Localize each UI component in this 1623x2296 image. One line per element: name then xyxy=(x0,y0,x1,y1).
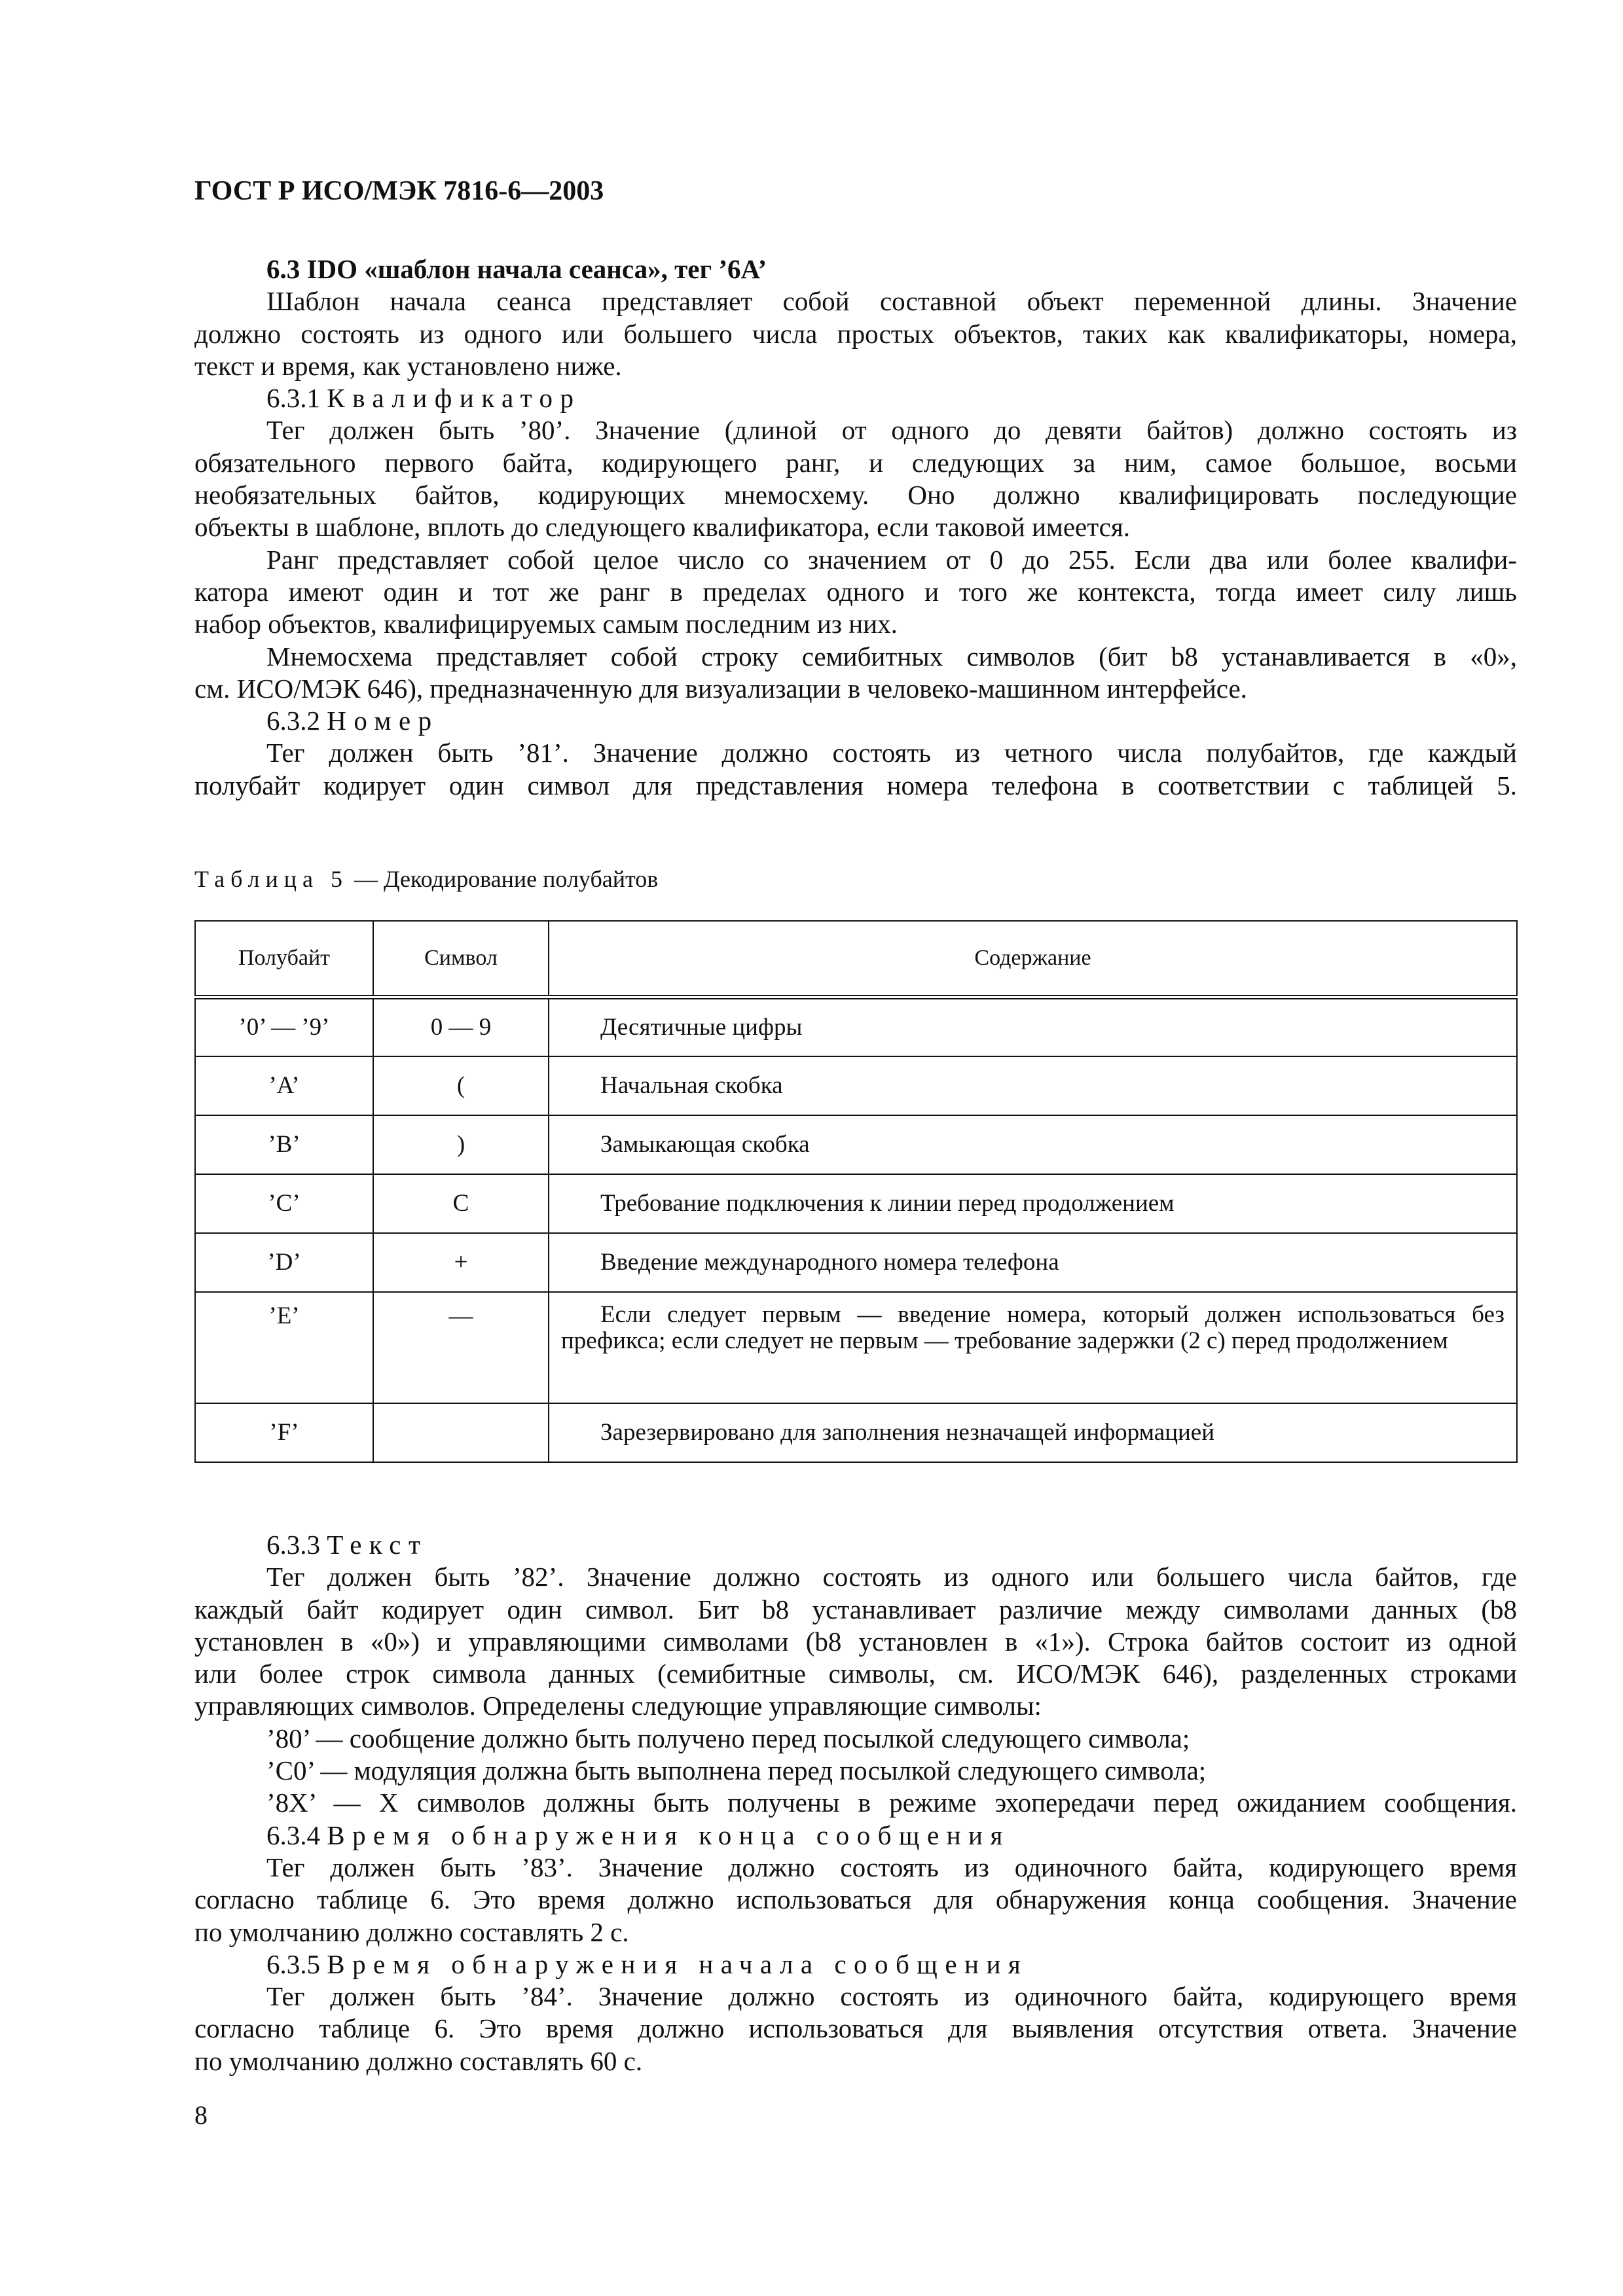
cell-symbol: C xyxy=(373,1174,549,1233)
text-line: полубайт кодирует один символ для представления номера телефона в соответствии с таблицей 5. xyxy=(194,770,1517,800)
text-line: Тег должен быть ’80’. Значение (длиной от одного до девяти байтов) должно состоять из xyxy=(266,415,1517,446)
subsection-title: Время обнаружения конца сообщения xyxy=(327,1820,1010,1850)
text-line: Тег должен быть ’82’. Значение должно состоять из одного или большего числа байтов, где xyxy=(266,1562,1517,1592)
table-row xyxy=(195,1233,1517,1292)
column-header-nibble: Полубайт xyxy=(195,921,373,997)
text-line: или более строк символа данных (семибитные символы, см. ИСО/МЭК 646), разделенных строками xyxy=(194,1659,1517,1689)
text-line: по умолчанию должно составлять 2 с. xyxy=(194,1916,629,1947)
cell-content: Десятичные цифры xyxy=(549,997,1517,1056)
cell-symbol xyxy=(373,1403,549,1462)
subsection-title: Номер xyxy=(327,706,439,736)
page-number: 8 xyxy=(194,2100,208,2130)
section-heading: 6.3 IDO «шаблон начала сеанса», тег ’6А’ xyxy=(266,254,767,284)
text-line: Тег должен быть ’81’. Значение должно состоять из четного числа полубайтов, где каждый xyxy=(266,738,1517,768)
section-6-3 xyxy=(194,253,1517,802)
subsection-heading xyxy=(194,705,1517,737)
cell-content: Замыкающая скобка xyxy=(549,1115,1517,1174)
table-row xyxy=(195,1056,1517,1115)
text-line: см. ИСО/МЭК 646), предназначенную для визуализации в человеко-машинном интерфейсе. xyxy=(194,673,1247,704)
text-line: по умолчанию должно составлять 60 с. xyxy=(194,2045,643,2076)
table-row xyxy=(195,1174,1517,1233)
text-line: установлен в «0») и управляющими символами (b8 установлен в «1»). Строка байтов состоит из одной xyxy=(194,1626,1517,1657)
cell-nibble: ’F’ xyxy=(195,1403,373,1462)
text-line: необязательных байтов, кодирующих мнемосхему. Оно должно квалифицировать последующие xyxy=(194,480,1517,511)
cell-symbol: + xyxy=(373,1233,549,1292)
nibble-decoding-table xyxy=(194,920,1518,1463)
subsection-number: 6.3.2 xyxy=(266,706,327,736)
cell-symbol: — xyxy=(373,1292,549,1403)
text-line: текст и время, как установлено ниже. xyxy=(194,350,622,381)
text-line: должно состоять из одного или большего числа простых объектов, таких как квалификаторы, номера, xyxy=(194,318,1517,349)
column-header-symbol: Символ xyxy=(373,921,549,997)
table-row xyxy=(195,1115,1517,1174)
table-header-row xyxy=(195,921,1517,997)
cell-symbol: ) xyxy=(373,1115,549,1174)
text-line: обязательного первого байта, кодирующего ранг, и следующих за ним, самое большое, восьми xyxy=(194,447,1517,478)
text-line: управляющих символов. Определены следующие управляющие символы: xyxy=(194,1691,1042,1721)
cell-nibble: ’B’ xyxy=(195,1115,373,1174)
subsection-heading xyxy=(194,382,1517,414)
cell-content-text: Если следует первым — введение номера, который должен использоваться без префикса; если следует не первым — требование задержки (2 с) перед продолжением xyxy=(561,1300,1504,1354)
document-header: ГОСТ Р ИСО/МЭК 7816-6—2003 xyxy=(194,176,604,206)
cell-nibble: ’0’ — ’9’ xyxy=(195,997,373,1056)
cell-nibble: ’E’ xyxy=(195,1292,373,1403)
text-line: набор объектов, квалифицируемых самым последним из них. xyxy=(194,609,898,639)
cell-nibble: ’D’ xyxy=(195,1233,373,1292)
text-line: Шаблон начала сеанса представляет собой составной объект переменной длины. Значение xyxy=(266,286,1517,317)
subsection-title: Текст xyxy=(327,1530,428,1560)
text-line: Тег должен быть ’84’. Значение должно состоять из одиночного байта, кодирующего время xyxy=(266,1981,1517,2012)
text-line: каждый байт кодирует один символ. Бит b8 устанавливает различие между символами данных (b8 xyxy=(194,1594,1517,1624)
subsection-number: 6.3.1 xyxy=(266,383,327,414)
text-line: ’8X’ — X символов должны быть получены в режиме эхопередачи перед ожиданием сообщения. xyxy=(266,1787,1517,1818)
cell-content: Требование подключения к линии перед продолжением xyxy=(549,1174,1517,1233)
subsection-heading xyxy=(194,1948,1517,1981)
cell-content: Зарезервировано для заполнения незначащей информацией xyxy=(549,1403,1517,1462)
section-6-3-3-to-6-3-5 xyxy=(194,1529,1517,2077)
table-row xyxy=(195,1403,1517,1462)
text-line: объекты в шаблоне, вплоть до следующего квалификатора, если таковой имеется. xyxy=(194,512,1130,543)
text-line: ’80’ — сообщение должно быть получено перед посылкой следующего символа; xyxy=(266,1723,1190,1753)
text-line: ’C0’ — модуляция должна быть выполнена перед посылкой следующего символа; xyxy=(266,1755,1207,1786)
subsection-heading xyxy=(194,1529,1517,1561)
table-caption-title: — Декодирование полубайтов xyxy=(348,866,659,892)
subsection-number: 6.3.3 xyxy=(266,1530,327,1560)
text-line: Мнемосхема представляет собой строку семибитных символов (бит b8 устанавливается в «0», xyxy=(266,641,1517,672)
table-caption xyxy=(194,865,658,893)
cell-content: Начальная скобка xyxy=(549,1056,1517,1115)
column-header-content: Содержание xyxy=(549,921,1517,997)
subsection-number: 6.3.5 xyxy=(266,1948,327,1979)
text-line: согласно таблице 6. Это время должно использоваться для обнаружения конца сообщения. Значение xyxy=(194,1884,1517,1915)
text-line: согласно таблице 6. Это время должно использоваться для выявления отсутствия ответа. Значение xyxy=(194,2013,1517,2044)
table-row xyxy=(195,1292,1517,1403)
table-row xyxy=(195,997,1517,1056)
cell-content xyxy=(549,1292,1517,1403)
cell-symbol: ( xyxy=(373,1056,549,1115)
cell-content: Введение международного номера телефона xyxy=(549,1233,1517,1292)
subsection-number: 6.3.4 xyxy=(266,1820,327,1850)
text-line: Ранг представляет собой целое число со значением от 0 до 255. Если два или более квалифи- xyxy=(266,544,1517,575)
text-line: катора имеют один и тот же ранг в пределах одного и того же контекста, тогда имеет силу лишь xyxy=(194,576,1517,607)
cell-nibble: ’A’ xyxy=(195,1056,373,1115)
subsection-heading xyxy=(194,1820,1517,1852)
cell-nibble: ’C’ xyxy=(195,1174,373,1233)
subsection-title: Квалификатор xyxy=(327,383,581,414)
table-caption-number: Таблица 5 xyxy=(194,866,348,892)
text-line: Тег должен быть ’83’. Значение должно состоять из одиночного байта, кодирующего время xyxy=(266,1852,1517,1882)
cell-symbol: 0 — 9 xyxy=(373,997,549,1056)
subsection-title: Время обнаружения начала сообщения xyxy=(327,1948,1029,1979)
